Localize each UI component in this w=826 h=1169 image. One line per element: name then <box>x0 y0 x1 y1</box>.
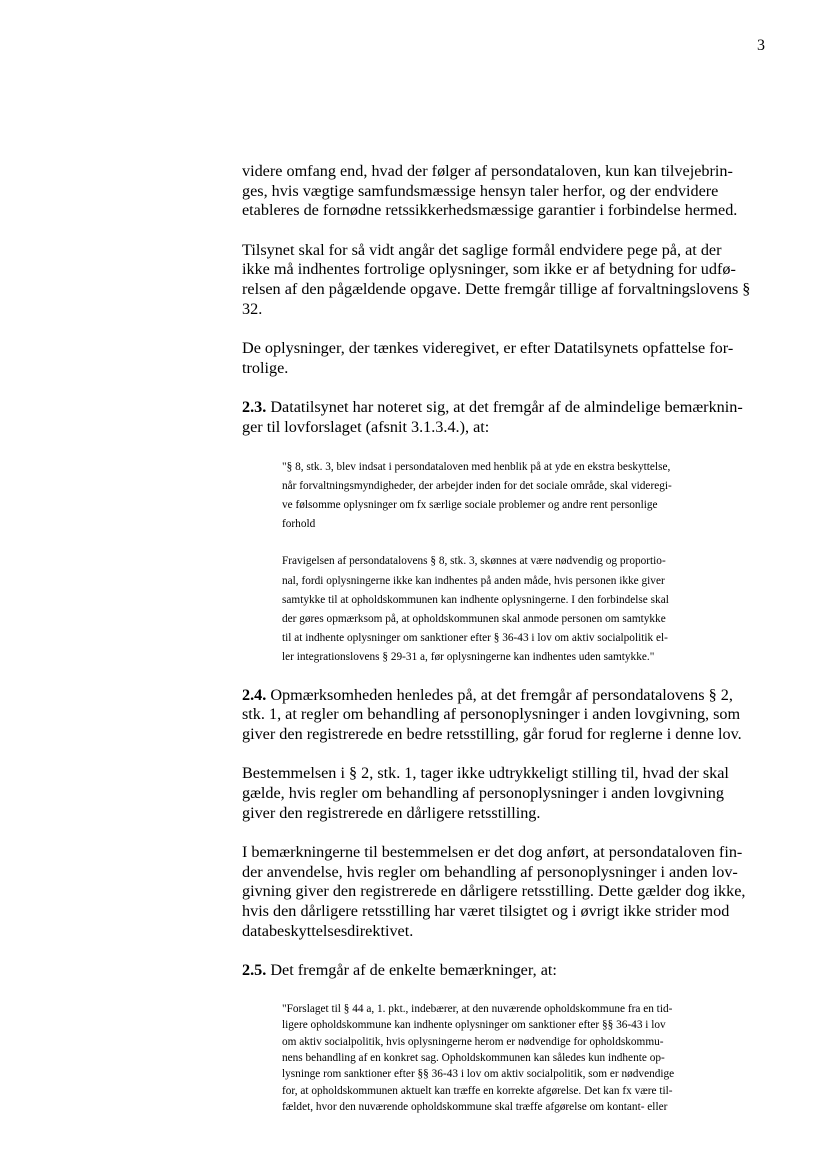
quote-line: om aktiv socialpolitik, hvis oplysningerne herom er nødvendige for opholdskommu- <box>282 1035 664 1048</box>
text-line: relsen af den pågældende opgave. Dette fremgår tillige af forvaltningslovens § <box>242 279 751 298</box>
section-2-4 <box>242 686 762 745</box>
paragraph-1 <box>242 162 762 221</box>
text-line: 32. <box>242 299 263 318</box>
text-line: gælde, hvis regler om behandling af personoplysninger i anden lovgivning <box>242 783 724 802</box>
block-quote-3 <box>282 1001 766 1116</box>
paragraph-2 <box>242 241 762 319</box>
text-line: giver den registrerede en dårligere retsstilling. <box>242 803 541 822</box>
section-2-3 <box>242 398 762 437</box>
text-line: Bestemmelsen i § 2, stk. 1, tager ikke udtrykkeligt stilling til, hvad der skal <box>242 764 729 783</box>
section-number: 2.4. <box>242 685 267 704</box>
text-line: I bemærkningerne til bestemmelsen er det dog anført, at persondataloven fin- <box>242 843 743 862</box>
quote-line: fældet, hvor den nuværende opholdskommune skal træffe afgørelse om kontant- eller <box>282 1101 668 1114</box>
text-line: trolige. <box>242 358 289 377</box>
quote-line: for, at opholdskommunen aktuelt kan træffe en korrekte afgørelse. Det kan fx være til- <box>282 1084 673 1097</box>
text-line: givning giver den registrerede en dårligere retsstilling. Dette gælder dog ikke, <box>242 882 746 901</box>
block-quote-2 <box>282 552 766 667</box>
text-line: ges, hvis vægtige samfundsmæssige hensyn taler herfor, og der endvidere <box>242 181 719 200</box>
text-line: ikke må indhentes fortrolige oplysninger, som ikke er af betydning for udfø- <box>242 260 736 279</box>
text-line: Det fremgår af de enkelte bemærkninger, at: <box>266 961 557 980</box>
paragraph-3 <box>242 339 762 378</box>
text-line: Tilsynet skal for så vidt angår det saglige formål endvidere pege på, at der <box>242 240 722 259</box>
page-number: 3 <box>757 37 765 54</box>
quote-line: ve følsomme oplysninger om fx særlige sociale problemer og andre rent personlige <box>282 498 658 511</box>
paragraph-6 <box>242 843 762 941</box>
paragraph-5 <box>242 764 762 823</box>
quote-line: nal, fordi oplysningerne ikke kan indhentes på anden måde, hvis personen ikke giver <box>282 574 665 587</box>
text-line: hvis den dårligere retsstilling har været tilsigtet og i øvrigt ikke strider mod <box>242 901 730 920</box>
quote-line: samtykke til at opholdskommunen kan indhente oplysningerne. I den forbindelse skal <box>282 593 669 606</box>
section-number: 2.5. <box>242 961 267 980</box>
quote-line: lysninge rom sanktioner efter §§ 36-43 i lov om aktiv socialpolitik, som er nødvendige <box>282 1068 675 1081</box>
text-line: stk. 1, at regler om behandling af personoplysninger i anden lovgivning, som <box>242 705 741 724</box>
text-line: De oplysninger, der tænkes videregivet, er efter Datatilsynets opfattelse for- <box>242 339 734 358</box>
text-line: Datatilsynet har noteret sig, at det fremgår af de almindelige bemærknin- <box>266 398 743 417</box>
quote-line: ligere opholdskommune kan indhente oplysninger om sanktioner efter §§ 36-43 i lov <box>282 1019 666 1032</box>
document-body <box>242 162 762 1134</box>
text-line: databeskyttelsesdirektivet. <box>242 921 414 940</box>
quote-line: når forvaltningsmyndigheder, der arbejder inden for det sociale område, skal videregi- <box>282 479 672 492</box>
quote-line: forhold <box>282 518 316 531</box>
quote-line: til at indhente oplysninger om sanktioner efter § 36-43 i lov om aktiv socialpolitik el- <box>282 632 668 645</box>
section-number: 2.3. <box>242 398 267 417</box>
section-heading-line <box>242 686 762 706</box>
quote-line: "§ 8, stk. 3, blev indsat i persondataloven med henblik på at yde en ekstra beskyttelse, <box>282 460 671 473</box>
quote-line: ler integrationslovens § 29-31 a, før oplysningerne kan indhentes uden samtykke." <box>282 651 655 664</box>
quote-line: "Forslaget til § 44 a, 1. pkt., indebærer, at den nuværende opholdskommune fra en tid- <box>282 1002 673 1015</box>
section-2-5 <box>242 961 762 981</box>
text-line: etableres de fornødne retssikkerhedsmæssige garantier i forbindelse hermed. <box>242 201 738 220</box>
section-heading-line <box>242 398 762 418</box>
text-line: ger til lovforslaget (afsnit 3.1.3.4.), at: <box>242 417 490 436</box>
text-line: videre omfang end, hvad der følger af persondataloven, kun kan tilvejebrin- <box>242 162 733 180</box>
text-line: Opmærksomheden henledes på, at det fremgår af persondatalovens § 2, <box>266 685 733 704</box>
quote-line: nens behandling af en konkret sag. Opholdskommunen kan således kun indhente op- <box>282 1051 665 1064</box>
quote-line: der gøres opmærksom på, at opholdskommunen skal anmode personen om samtykke <box>282 612 666 625</box>
quote-line: Fravigelsen af persondatalovens § 8, stk. 3, skønnes at være nødvendig og proportio- <box>282 555 666 568</box>
text-line: der anvendelse, hvis regler om behandling af personoplysninger i anden lov- <box>242 862 738 881</box>
block-quote-1 <box>282 458 766 535</box>
section-heading-line <box>242 961 762 981</box>
text-line: giver den registrerede en bedre retsstilling, går forud for reglerne i denne lov. <box>242 724 742 743</box>
